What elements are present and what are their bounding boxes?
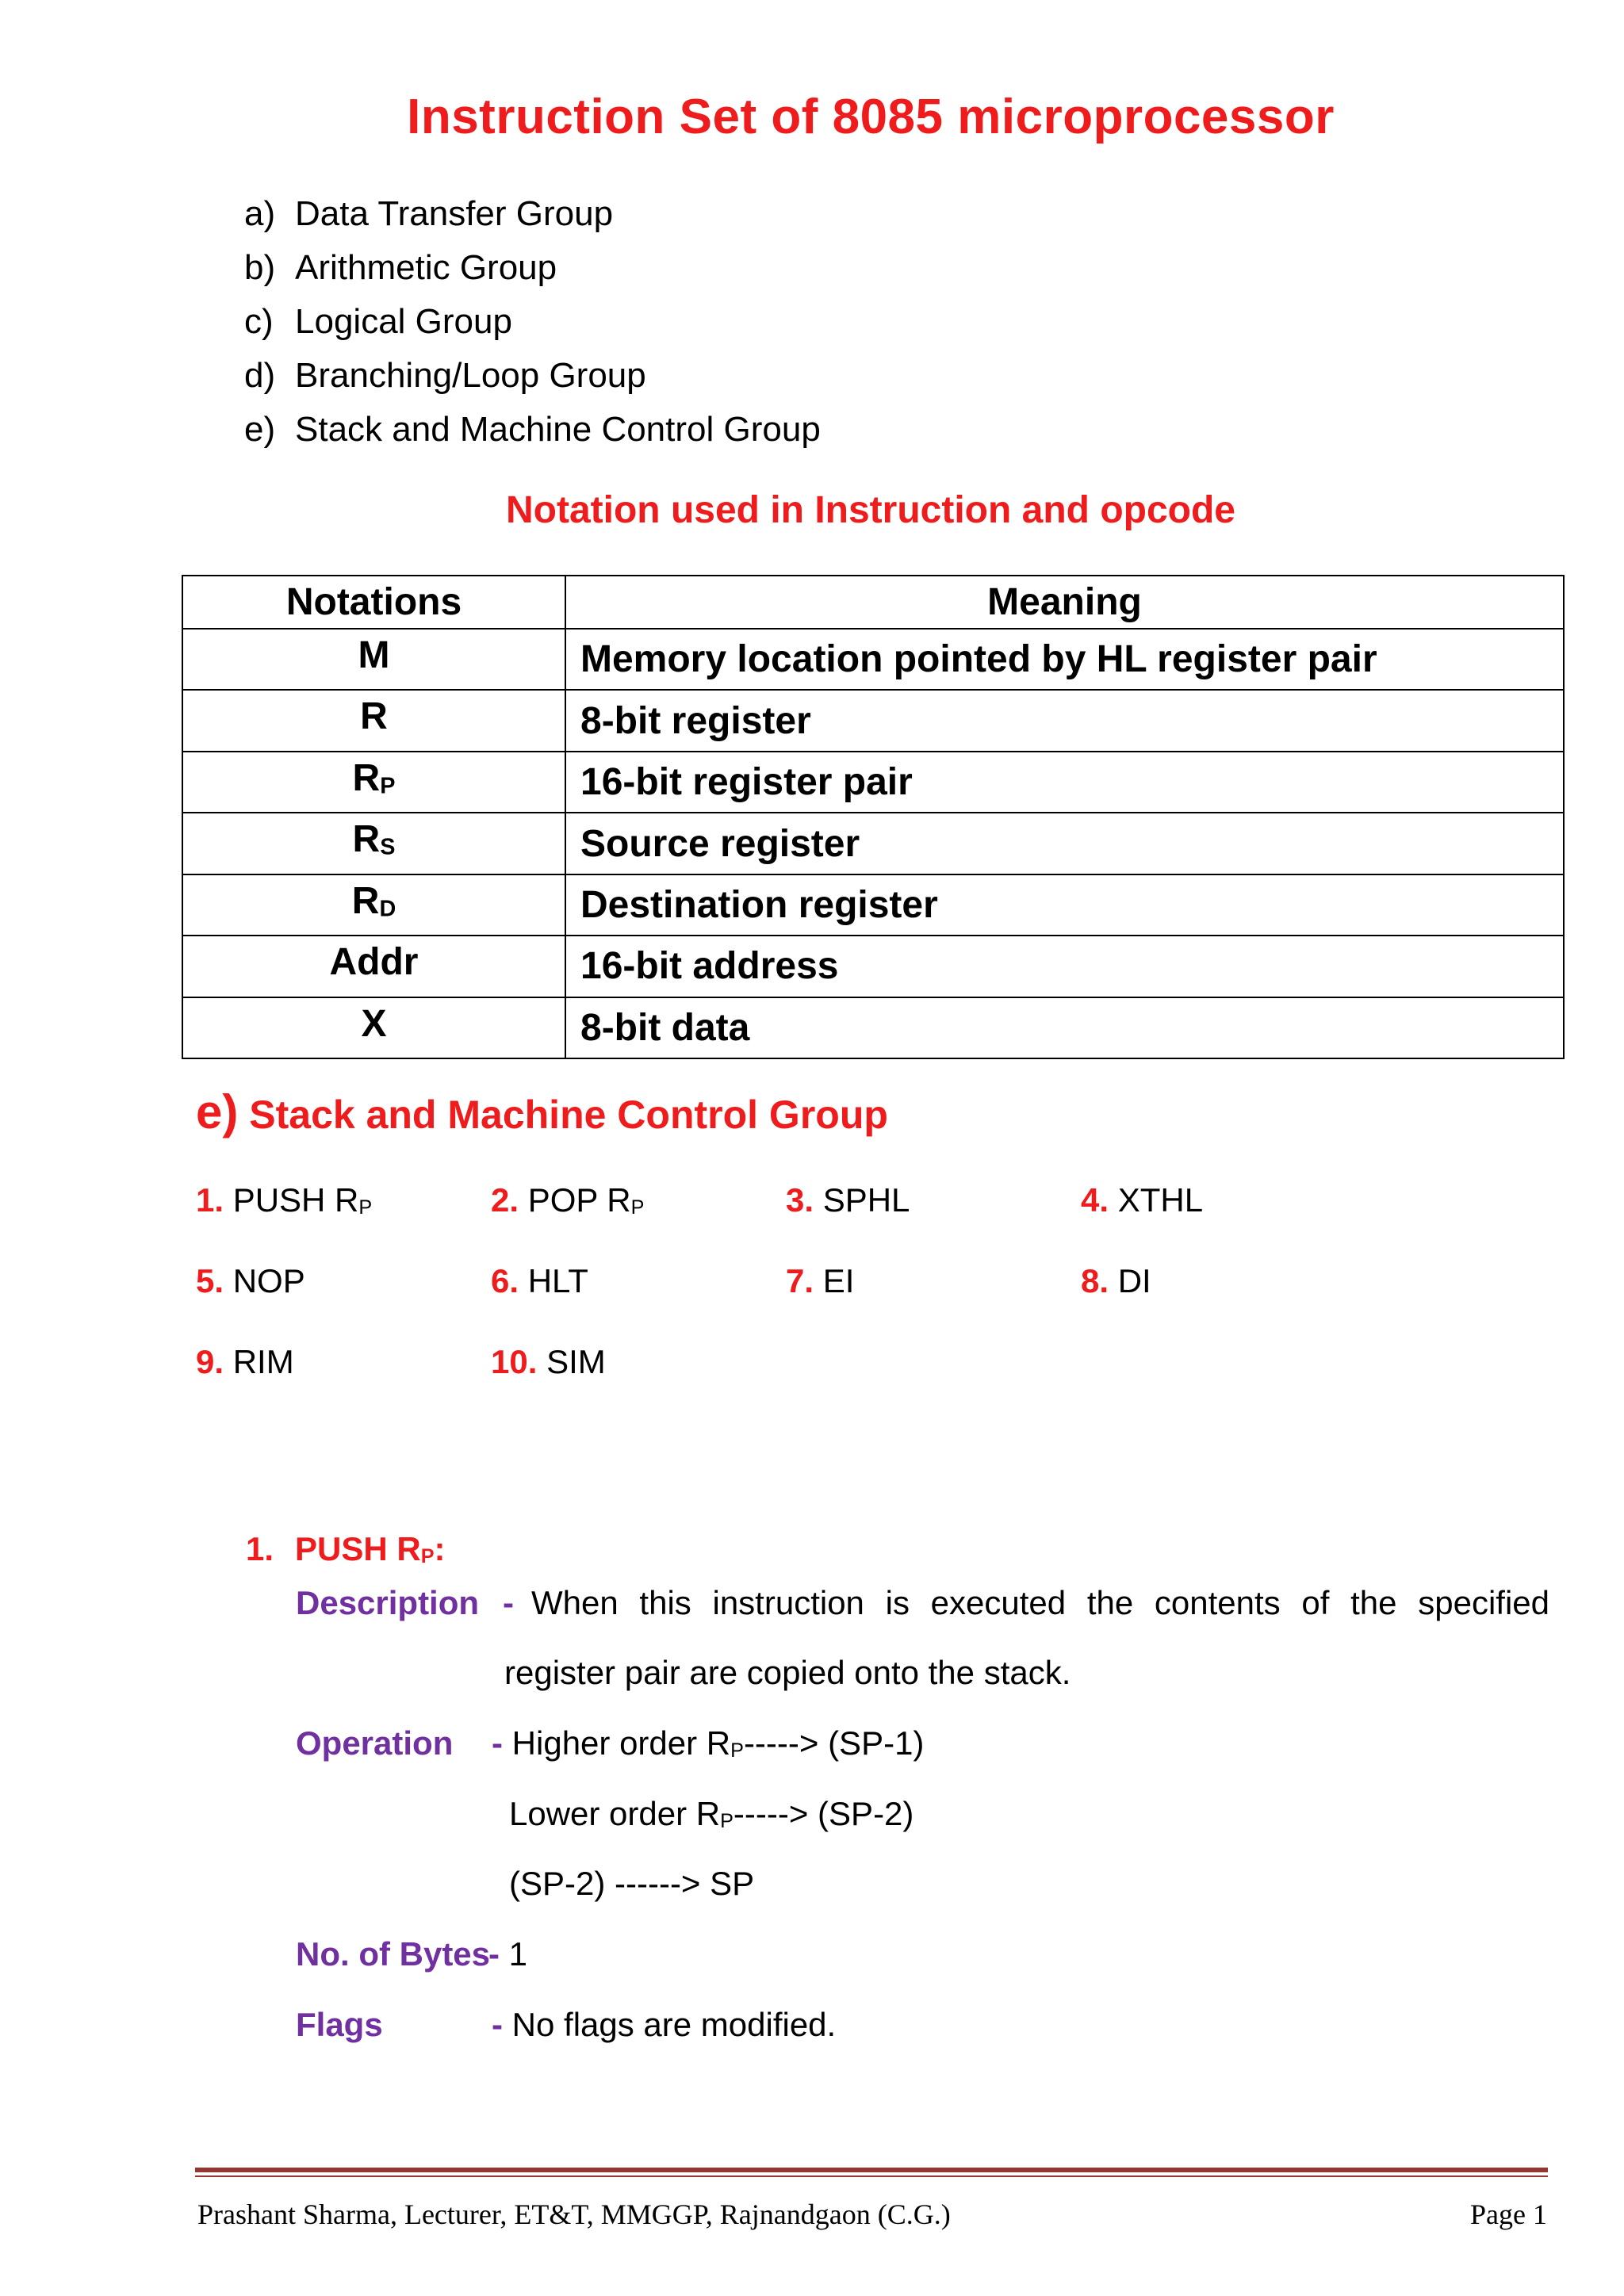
meaning-cell: Memory location pointed by HL register pair [565,629,1564,690]
instruction-number: 2. [491,1181,519,1219]
section-letter: e) [196,1085,239,1138]
notation-heading: Notation used in Instruction and opcode [506,489,1235,531]
footer-author: Prashant Sharma, Lecturer, ET&T, MMGGP, Rajnandgaon (C.G.) [197,2198,951,2230]
group-letter: c) [244,302,274,341]
page-title: Instruction Set of 8085 microprocessor [407,90,1335,144]
instruction-name: NOP [232,1262,305,1299]
group-letter: a) [244,194,276,233]
group-letter: b) [244,248,276,287]
detail-heading-name: PUSH R [295,1530,421,1567]
detail-heading-colon: : [434,1530,446,1567]
table-row [182,813,1564,874]
column-header-meaning: Meaning [565,576,1564,629]
instruction-name: HLT [527,1262,588,1299]
instruction-name: DI [1117,1262,1151,1299]
group-label: Branching/Loop Group [295,356,646,395]
group-item [244,187,821,241]
instruction-item [1081,1181,1203,1219]
detail-heading-subscript: P [420,1545,435,1568]
table-row [182,629,1564,690]
description-line-1: When this instruction is executed the contents of the specified [531,1584,1549,1621]
notation-symbol: R [352,818,381,861]
group-item [244,241,821,295]
page-number: Page 1 [1470,2198,1547,2230]
instruction-number: 10. [491,1343,538,1380]
instruction-item [196,1262,305,1300]
instruction-number: 6. [491,1262,519,1299]
meaning-cell: 16-bit register pair [565,752,1564,813]
op1-pre: Higher order R [511,1724,731,1762]
group-label: Stack and Machine Control Group [295,410,821,449]
section-title: Stack and Machine Control Group [249,1093,888,1137]
group-item [244,349,821,403]
footer-rule [195,2168,1548,2172]
bytes-value: 1 [508,1935,528,1973]
instruction-item [491,1181,644,1219]
notation-subscript: D [379,896,396,922]
detail-heading-number: 1. [246,1530,274,1567]
footer-rule-thin [195,2175,1548,2177]
instruction-item [491,1262,588,1300]
notation-subscript: S [380,834,396,860]
description-line-2: register pair are copied onto the stack. [504,1654,1071,1691]
instruction-item [196,1181,372,1219]
instruction-name: EI [822,1262,855,1299]
meaning-cell: 8-bit register [565,690,1564,751]
instruction-name: PUSH R [232,1181,359,1219]
flags-label: Flags [296,2006,383,2043]
instruction-name: SIM [546,1343,606,1380]
notation-symbol: R [360,695,388,738]
group-letter: d) [244,356,276,395]
flags-value-line: - No flags are modified. [492,2006,837,2043]
notation-cell [182,752,565,813]
operation-line-3: (SP-2) ------> SP [509,1865,755,1902]
notation-cell [182,629,565,690]
instruction-name: RIM [232,1343,294,1380]
notation-symbol: M [358,634,390,676]
notation-cell [182,813,565,874]
notation-symbol: R [352,756,381,799]
notation-table [182,575,1565,1059]
table-row [182,752,1564,813]
instruction-number: 8. [1081,1262,1109,1299]
notation-subscript: P [380,773,396,799]
notation-cell [182,936,565,997]
instruction-number: 3. [786,1181,814,1219]
meaning-cell: 16-bit address [565,936,1564,997]
operation-line-2 [509,1795,914,1833]
notation-cell [182,874,565,936]
bytes-label: No. of Bytes [296,1935,491,1973]
op1-subscript: P [730,1739,744,1762]
instruction-subscript: P [358,1196,373,1219]
description-label: Description [296,1584,480,1621]
flags-value: No flags are modified. [511,2006,837,2043]
instruction-number: 7. [786,1262,814,1299]
instruction-name: SPHL [822,1181,910,1219]
op2-pre: Lower order R [509,1795,721,1832]
section-heading [196,1085,888,1139]
instruction-number: 9. [196,1343,224,1380]
instruction-number: 1. [196,1181,224,1219]
meaning-cell: 8-bit data [565,997,1564,1058]
group-letter: e) [244,410,276,449]
instruction-item [196,1343,294,1381]
operation-label: Operation [296,1724,454,1762]
table-row [182,936,1564,997]
bytes-value-line: - 1 [488,1935,528,1973]
instruction-name: XTHL [1117,1181,1204,1219]
description-dash: - [503,1584,514,1621]
notation-symbol: R [351,879,380,922]
group-item [244,403,821,457]
detail-heading [246,1530,446,1568]
notation-symbol: Addr [329,941,419,984]
instruction-number: 5. [196,1262,224,1299]
instruction-item [786,1262,854,1300]
group-item [244,295,821,349]
notation-symbol: X [361,1002,387,1045]
table-row [182,690,1564,751]
table-header-row [182,576,1564,629]
group-label: Logical Group [295,302,512,341]
instruction-item [1081,1262,1151,1300]
instruction-item [491,1343,606,1381]
op1-post: -----> (SP-1) [743,1724,925,1762]
column-header-notations: Notations [182,576,565,629]
instruction-name: POP R [527,1181,631,1219]
operation-line-1: - Higher order $R_P-----> (SP-1)$ [492,1724,925,1762]
meaning-cell: Destination register [565,874,1564,936]
group-label: Data Transfer Group [295,194,614,233]
notation-cell [182,690,565,751]
meaning-cell: Source register [565,813,1564,874]
notation-cell [182,997,565,1058]
group-label: Arithmetic Group [295,248,557,287]
table-row [182,997,1564,1058]
group-list [244,187,821,457]
op2-post: -----> (SP-2) [733,1795,914,1832]
instruction-subscript: P [630,1196,645,1219]
instruction-item [786,1181,910,1219]
instruction-number: 4. [1081,1181,1109,1219]
table-row [182,874,1564,936]
op2-subscript: P [720,1810,733,1833]
